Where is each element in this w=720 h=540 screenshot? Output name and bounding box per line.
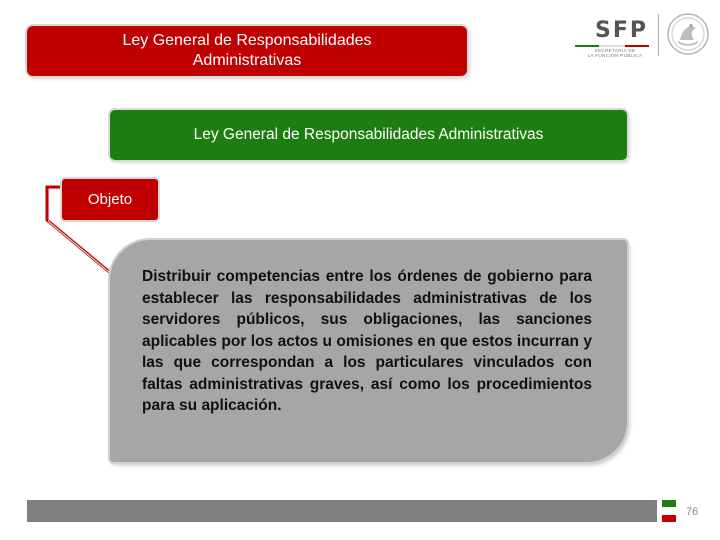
page-number: 76 xyxy=(686,506,699,518)
footer-bar xyxy=(27,500,657,522)
slide-title-line2: Administrativas xyxy=(192,52,302,69)
sfp-acronym: SFP xyxy=(595,18,648,43)
description-text: Distribuir competencias entre los órdenes de gobierno para establecer las responsabilidades administrativas de los servidores públicos, sus obligaciones, las sanciones aplicables por los actos u omisiones en que estos incurran y las que correspondan a los particulares vinculados con faltas administrativas graves, así como los procedimientos para su aplicación. xyxy=(142,268,592,414)
concept-label: Objeto xyxy=(62,179,158,220)
sfp-subtitle-line2: LA FUNCIÓN PÚBLICA xyxy=(587,53,643,58)
slide-title-line1: Ley General de Responsabilidades xyxy=(122,32,372,49)
flag-icon xyxy=(662,500,676,522)
section-title: Ley General de Responsabilidades Administrativas xyxy=(110,110,627,160)
sfp-subtitle-line1: SECRETARÍA DE xyxy=(594,48,636,53)
